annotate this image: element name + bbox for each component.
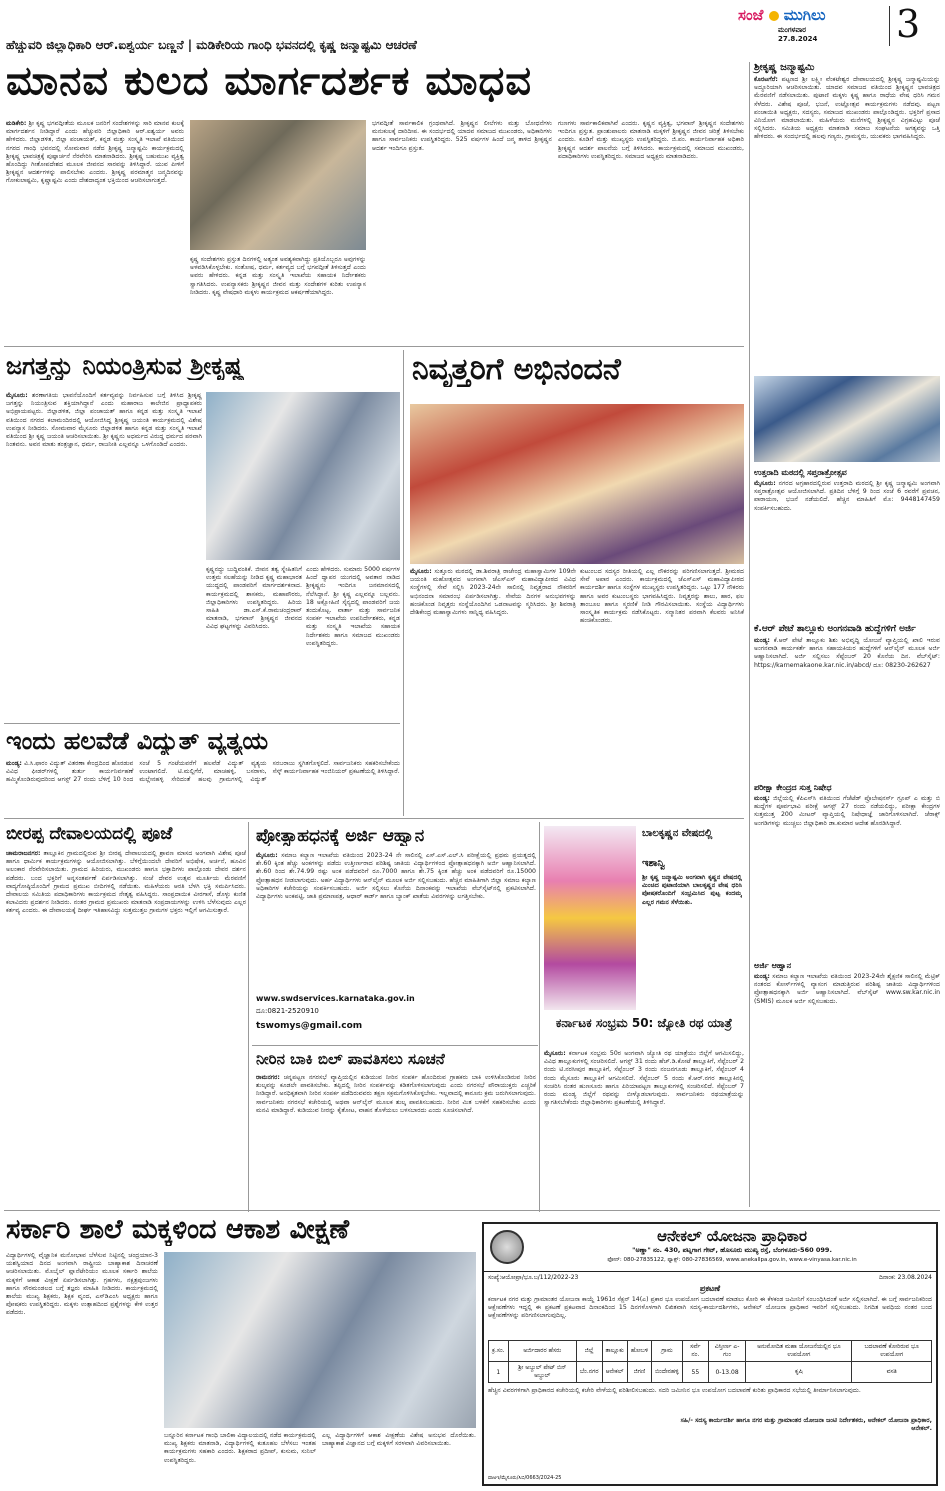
sidebar-s4-title: ಪರೀಕ್ಷಾ ಕೇಂದ್ರದ ಸುತ್ತ ನಿಷೇಧ: [754, 783, 832, 792]
sidebar-s1-body-text: ಪಟ್ಟಣದ ಶ್ರೀ ಲಕ್ಷ್ಮೀ ವೆಂಕಟೇಶ್ವರ ದೇವಾಲಯದಲ್ಲಿ ಶ್ರೀಕೃಷ್ಣ ಜನ್ಮಾಷ್ಟಮಿಯನ್ನು ಅದ್ಧೂರಿಯಾಗಿ ಆಚರಿಸಲಾಯಿತು. ಯಾದವ ಸಮಾಜದ ವತಿಯಿಂದ ಶ್ರೀಕೃಷ್ಣನ ಭಾವಚಿತ್ರದ ಮೆರವಣಿಗೆ ನಡೆಸಲಾಯಿತು. ಪುಟಾಣಿ ಮಕ್ಕಳು ಕೃಷ್ಣ ಹಾಗೂ ರಾಧೆಯ ವೇಷ ಧರಿಸಿ ಗಮನ ಸೆಳೆದರು. ವಿಶೇಷ ಪೂಜೆ, ಭಜನೆ, ಉಟ್ಲೋತ್ಸವ ಕಾರ್ಯಕ್ರಮಗಳು ನಡೆದವು. ಪಟ್ಟಣ ಪಂಚಾಯಿತಿ ಅಧ್ಯಕ್ಷರು, ಸದಸ್ಯರು, ಸಮಾಜದ ಮುಖಂಡರು ಪಾಲ್ಗೊಂಡಿದ್ದರು. ಭಕ್ತರಿಗೆ ಪ್ರಸಾದ ವಿನಿಯೋಗ ಮಾಡಲಾಯಿತು. ಮಹಿಳೆಯರು ಮನೆಗಳಲ್ಲಿ ಶ್ರೀಕೃಷ್ಣನ ವಿಗ್ರಹವಿಟ್ಟು ಪೂಜೆ ಸಲ್ಲಿಸಿದರು. ಸಮಿತಿಯ ಅಧ್ಯಕ್ಷರು ಮಾತನಾಡಿ ಸಮಾಜ ಸಂಘಟನೆಯ ಅಗತ್ಯವನ್ನು ಒತ್ತಿ ಹೇಳಿದರು. ಈ ಸಂದರ್ಭದಲ್ಲಿ ಹಲವು ಗಣ್ಯರು, ಗ್ರಾಮಸ್ಥರು, ಯುವಕರು ಭಾಗವಹಿಸಿದ್ದರು.: [754, 76, 940, 141]
ad-notice: [482, 1222, 938, 1486]
column-rule: [539, 822, 540, 1212]
section-rule: [4, 1210, 940, 1211]
column-rule: [403, 350, 404, 816]
story6-phone: ದೂ:0821-2520910: [256, 1007, 319, 1015]
story9-photo: [164, 1252, 476, 1428]
sun-icon: [769, 11, 779, 21]
td-cell: ವಸತಿ: [852, 1362, 932, 1383]
th-cell: ಜಿಲ್ಲೆ: [576, 1341, 602, 1362]
th-cell: ವಿಸ್ತೀರ್ಣ ಎ-ಗುಂ: [708, 1341, 746, 1362]
story6-dateline: ಮೈಸೂರು:: [256, 852, 278, 859]
sidebar-s2-body-text: ನಗರದ ಅಗ್ರಹಾರದಲ್ಲಿರುವ ಉತ್ತರಾದಿ ಮಠದಲ್ಲಿ ಶ್ರೀ ಕೃಷ್ಣ ಜನ್ಮಾಷ್ಟಮಿ ಅಂಗವಾಗಿ ಸಪ್ತರಾತ್ರೋತ್ಸವ ಆಯೋಜಿಸಲಾಗಿದೆ. ಪ್ರತಿದಿನ ಬೆಳಿಗ್ಗೆ 9 ರಿಂದ ಸಂಜೆ 6 ರವರೆಗೆ ಪ್ರವಚನ, ಪಾರಾಯಣ, ಭಜನೆ ನಡೆಯಲಿದೆ. ಹೆಚ್ಚಿನ ಮಾಹಿತಿಗೆ ಮೊ: 9448147459 ಸಂಪರ್ಕಿಸಬಹುದು.: [754, 480, 940, 512]
ad-notice-body: ಕರ್ನಾಟಕ ನಗರ ಮತ್ತು ಗ್ರಾಮಾಂತರ ಯೋಜನಾ ಕಾಯ್ದೆ 1961ರ ಸೆಕ್ಷನ್ 14(ಎ) ಪ್ರಕಾರ ಭೂ ಉಪಯೋಗ ಬದಲಾವಣೆ ಮಾಡಲು ಕೋರಿ ಈ ಕೆಳಕಂಡ ಜಮೀನಿಗೆ ಸಂಬಂಧಿಸಿದಂತೆ ಅರ್ಜಿ ಸಲ್ಲಿಸಲಾಗಿದೆ. ಈ ಬಗ್ಗೆ ಸಾರ್ವಜನಿಕರಿಂದ ಆಕ್ಷೇಪಣೆಗಳು ಇದ್ದಲ್ಲಿ ಈ ಪ್ರಕಟಣೆ ಪ್ರಕಟವಾದ ದಿನಾಂಕದಿಂದ 15 ದಿನಗಳೊಳಗಾಗಿ ಲಿಖಿತವಾಗಿ ಸದಸ್ಯ-ಕಾರ್ಯದರ್ಶಿಗಳು, ಆನೇಕಲ್ ಯೋಜನಾ ಪ್ರಾಧಿಕಾರ ಇವರಿಗೆ ಸಲ್ಲಿಸಬಹುದು. ನಿಗದಿತ ಅವಧಿಯ ನಂತರ ಬಂದ ಆಕ್ಷೇಪಣೆಗಳನ್ನು ಪರಿಗಣಿಸಲಾಗುವುದಿಲ್ಲ.: [488, 1296, 932, 1320]
story6-headline: ಪ್ರೋತ್ಸಾಹಧನಕ್ಕೆ ಅರ್ಜಿ ಆಹ್ವಾನ: [256, 826, 425, 846]
story3-headline: ನಿವೃತ್ತರಿಗೆ ಅಭಿನಂದನೆ: [412, 352, 621, 387]
section-rule: [4, 723, 400, 724]
td-cell: 1: [489, 1362, 509, 1383]
ad-footer-body: ಹೆಚ್ಚಿನ ವಿವರಗಳಿಗಾಗಿ ಪ್ರಾಧಿಕಾರದ ಕಚೇರಿಯಲ್ಲಿ ಕಚೇರಿ ವೇಳೆಯಲ್ಲಿ ಪರಿಶೀಲಿಸಬಹುದು. ಸದರಿ ಜಮೀನಿನ ಭೂ ಉಪಯೋಗ ಬದಲಾವಣೆ ಕುರಿತು ಪ್ರಾಧಿಕಾರದ ಸಭೆಯಲ್ಲಿ ತೀರ್ಮಾನಿಸಲಾಗುವುದು.: [488, 1387, 861, 1394]
story8-headline: ಕರ್ನಾಟಕ ಸಂಭ್ರಮ 50: ಜ್ಯೋತಿ ರಥ ಯಾತ್ರೆ: [555, 1016, 733, 1030]
story5-body-text: ತಾಲ್ಲೂಕಿನ ಗ್ರಾಮದಲ್ಲಿರುವ ಶ್ರೀ ಬೀರಪ್ಪ ದೇವಾಲಯದಲ್ಲಿ ಶ್ರಾವಣ ಮಾಸದ ಅಂಗವಾಗಿ ವಿಶೇಷ ಪೂಜೆ ಹಾಗೂ ಧಾರ್ಮಿಕ ಕಾರ್ಯಕ್ರಮಗಳನ್ನು ಆಯೋಜಿಸಲಾಗಿತ್ತು. ಬೆಳಿಗ್ಗೆಯಿಂದಲೇ ದೇವರಿಗೆ ಅಭಿಷೇಕ, ಅರ್ಚನೆ, ಹೂವಿನ ಅಲಂಕಾರ ನೆರವೇರಿಸಲಾಯಿತು. ಗ್ರಾಮದ ಹಿರಿಯರು, ಮುಖಂಡರು ಹಾಗೂ ಭಕ್ತಾದಿಗಳು ಪಾಲ್ಗೊಂಡು ದೇವರ ದರ್ಶನ ಪಡೆದರು. ಬಂದ ಭಕ್ತರಿಗೆ ಅನ್ನಸಂತರ್ಪಣೆ ಏರ್ಪಡಿಸಲಾಗಿತ್ತು. ಸಂಜೆ ದೇವರ ಉತ್ಸವ ಮೂರ್ತಿಯ ಮೆರವಣಿಗೆ ವಾದ್ಯಗೋಷ್ಠಿಯೊಂದಿಗೆ ಗ್ರಾಮದ ಪ್ರಮುಖ ಬೀದಿಗಳಲ್ಲಿ ನಡೆಯಿತು. ಮಹಿಳೆಯರು ಆರತಿ ಬೆಳಗಿ ಭಕ್ತಿ ಸಮರ್ಪಿಸಿದರು. ದೇವಾಲಯ ಸಮಿತಿಯ ಪದಾಧಿಕಾರಿಗಳು ಕಾರ್ಯಕ್ರಮದ ನೇತೃತ್ವ ವಹಿಸಿದ್ದರು. ಸಾಂಪ್ರದಾಯಿಕ ವೀರಗಾಸೆ, ಡೊಳ್ಳು ಕುಣಿತ ಕಲಾವಿದರು ಪ್ರದರ್ಶನ ನೀಡಿದರು. ನಂತರ ಗ್ರಾಮದ ಪ್ರಮುಖರು ಮಾತನಾಡಿ ಸಂಪ್ರದಾಯಗಳನ್ನು ಉಳಿಸಿ ಬೆಳೆಸುವುದು ಎಲ್ಲರ ಕರ್ತವ್ಯ ಎಂದರು. ಈ ದೇವಾಲಯಕ್ಕೆ ದೀರ್ಘ ಇತಿಹಾಸವಿದ್ದು ಸುತ್ತಮುತ್ತಲ ಗ್ರಾಮಗಳ ಭಕ್ತರು ಇಲ್ಲಿಗೆ ಆಗಮಿಸುತ್ತಾರೆ.: [6, 850, 246, 915]
ad-header: [484, 1224, 936, 1272]
story2-body-b: ಕೃಷ್ಣನದ್ದು ಬುದ್ಧಿವಂತಿಕೆ. ಜೀವನ ತತ್ವ ಸ್ನೇಹಿತನಿಗೆ ಉತ್ತಮ ಸಲಹೆಯನ್ನು ನೀಡಿದ ಕೃಷ್ಣ ಮಹಾಭಾರತ ಯುದ್ಧದಲ್ಲಿ ಪಾಂಡವರಿಗೆ ಮಾರ್ಗದರ್ಶಕನಾದ. ಕಾರ್ಯಕ್ರಮದಲ್ಲಿ ಶಾಸಕರು, ಮಹಾಪೌರರು, ಜಿಲ್ಲಾಧಿಕಾರಿಗಳು ಉಪಸ್ಥಿತರಿದ್ದರು. ಹಿರಿಯ ಸಾಹಿತಿ ಡಾ.ಎಸ್.ಕೆ.ರಾಮಚಂದ್ರರಾವ್ ಮಾತನಾಡಿ, ಭಗವಾನ್ ಶ್ರೀಕೃಷ್ಣನ ಜೀವನದ ವಿವಿಧ ಘಟ್ಟಗಳನ್ನು ವಿವರಿಸಿದರು.: [206, 566, 302, 631]
sidebar-s2-dateline: ಮೈಸೂರು:: [754, 480, 776, 487]
sidebar-s2-title: ಉತ್ತರಾದಿ ಮಠದಲ್ಲಿ ಸಪ್ತರಾತ್ರೋತ್ಸವ: [754, 468, 847, 477]
story9-headline: ಸರ್ಕಾರಿ ಶಾಲೆ ಮಕ್ಕಳಿಂದ ಆಕಾಶ ವೀಕ್ಷಣೆ: [6, 1214, 350, 1245]
ad-address: "ಅಣ್ಣಾ" ನಂ. 430, ಪಟ್ನಗಾಗ ಗೇಟ್, ಹೊಸೂರು ಮುಖ್ಯ ರಸ್ತೆ, ಬೆಂಗಳೂರು-560 099.: [632, 1246, 832, 1254]
story1-photo: [190, 120, 366, 250]
story6-website[interactable]: www.swdservices.karnataka.gov.in: [256, 994, 415, 1003]
section-rule: [4, 346, 744, 347]
section-rule: [252, 1045, 538, 1046]
column-rule: [248, 822, 249, 1212]
sidebar-s3-dateline: ಮಂಡ್ಯ:: [754, 637, 770, 644]
story5-dateline: ಚಾಮರಾಜನಗರ:: [6, 850, 41, 857]
story1-dateline: ಮಡಿಕೇರಿ:: [6, 120, 27, 127]
th-cell: ಅನುಮೋದಿತ ಮಹಾ ಯೋಜನೆಯಲ್ಲಿನ ಭೂ ಉಪಯೋಗ: [746, 1341, 852, 1362]
story7-body: [256, 1074, 536, 1208]
ad-signature: ಸಹಿ/- ಸದಸ್ಯ ಕಾರ್ಯದರ್ಶಿ ಹಾಗೂ ನಗರ ಮತ್ತು ಗ್ರಾಮಾಂತರ ಯೋಜನಾ ಜಂಟಿ ನಿರ್ದೇಶಕರು, ಆನೇಕಲ್ ಯೋಜನಾ ಪ್ರಾಧಿಕಾರ, ಆನೇಕಲ್.: [680, 1417, 932, 1433]
td-cell: ಜಿಗಣಿ: [627, 1362, 651, 1383]
th-cell: ಸರ್ವೆ ನಂ.: [682, 1341, 708, 1362]
th-cell: ಗ್ರಾಮ: [652, 1341, 683, 1362]
story6-email[interactable]: tswomys@gmail.com: [256, 1021, 363, 1031]
ad-contact: ಫೋನ್: 080-27835122, ಫ್ಯಾಕ್ಸ್: 080-27836569, www.anekallpa.gov.in, www.e-vinyasa.kar.nic.in: [607, 1257, 857, 1263]
story7-dateline: ರಾಮನಗರ:: [256, 1074, 280, 1081]
masthead: [738, 2, 938, 46]
story2-body-a: [6, 392, 202, 720]
page-number: 3: [896, 2, 921, 46]
td-cell: ಕೃಷಿ: [746, 1362, 852, 1383]
masthead-divider: [889, 6, 890, 46]
sidebar-s5-body-text: ಸಮಾಜ ಕಲ್ಯಾಣ ಇಲಾಖೆಯ ವತಿಯಿಂದ 2023-24ನೇ ಶೈಕ್ಷಣಿಕ ಸಾಲಿನಲ್ಲಿ ಮೆಟ್ರಿಕ್ ನಂತರದ ಕೋರ್ಸ್‌ಗಳಲ್ಲಿ ವ್ಯಾಸಂಗ ಮಾಡುತ್ತಿರುವ ಪರಿಶಿಷ್ಟ ಜಾತಿಯ ವಿದ್ಯಾರ್ಥಿಗಳಿಂದ ಪ್ರೋತ್ಸಾಹಧನಕ್ಕಾಗಿ ಅರ್ಜಿ ಆಹ್ವಾನಿಸಲಾಗಿದೆ. ವೆಬ್‌ಸೈಟ್ www.sw.kar.nic.in (SMIS) ಮೂಲಕ ಅರ್ಜಿ ಸಲ್ಲಿಸಬಹುದು.: [754, 973, 940, 1005]
kid-photo: [544, 826, 636, 1010]
story3-dateline: ಮೈಸೂರು:: [410, 568, 432, 575]
story1-body-a-text: ಶ್ರೀ ಕೃಷ್ಣ ಭಗವದ್ಗೀತೆಯ ಮೂಲಕ ಜನರಿಗೆ ಸಂದೇಶಗಳನ್ನು ಸಾರಿ ಮಾನವ ಕುಲಕ್ಕೆ ಮಾರ್ಗದರ್ಶನ ನೀಡಿದ್ದಾರೆ ಎಂದು ಹೆಚ್ಚುವರಿ ಜಿಲ್ಲಾಧಿಕಾರಿ ಆರ್.ಐಶ್ವರ್ಯ ಅವರು ಹೇಳಿದರು. ಜಿಲ್ಲಾಡಳಿತ, ಜಿಲ್ಲಾ ಪಂಚಾಯತ್, ಕನ್ನಡ ಮತ್ತು ಸಂಸ್ಕೃತಿ ಇಲಾಖೆ ವತಿಯಿಂದ ನಗರದ ಗಾಂಧಿ ಭವನದಲ್ಲಿ ಸೋಮವಾರ ನಡೆದ ಶ್ರೀಕೃಷ್ಣ ಜನ್ಮಾಷ್ಟಮಿ ಕಾರ್ಯಕ್ರಮದಲ್ಲಿ ಶ್ರೀಕೃಷ್ಣ ಭಾವಚಿತ್ರಕ್ಕೆ ಪುಷ್ಪಾರ್ಚನೆ ನೆರವೇರಿಸಿ ಮಾತನಾಡಿದರು. ಶ್ರೀಕೃಷ್ಣ ಬಹುಮುಖ ವ್ಯಕ್ತಿತ್ವ ಹೊಂದಿದ್ದು ಗೀತೋಪದೇಶದ ಮೂಲಕ ಜೀವನದ ಸಾರವನ್ನು ತಿಳಿಸಿದ್ದಾರೆ. ಯುವ ಪೀಳಿಗೆ ಶ್ರೀಕೃಷ್ಣನ ಆದರ್ಶಗಳನ್ನು ಪಾಲಿಸಬೇಕು ಎಂದರು. ಶ್ರೀಕೃಷ್ಣ ಪರಮಾತ್ಮನ ಜನ್ಮದಿನವನ್ನು ಗೋಕುಲಾಷ್ಟಮಿ, ಕೃಷ್ಣಾಷ್ಟಮಿ ಎಂದು ದೇಶದಾದ್ಯಂತ ಭಕ್ತಿಯಿಂದ ಆಚರಿಸಲಾಗುತ್ತದೆ.: [6, 120, 184, 185]
emblem-icon: [490, 1230, 524, 1264]
th-cell: ತಾಲ್ಲೂಕು: [602, 1341, 627, 1362]
story7-headline: ನೀರಿನ ಬಾಕಿ ಬಿಲ್ ಪಾವತಿಸಲು ಸೂಚನೆ: [256, 1050, 445, 1068]
story6-body-text: ಸಮಾಜ ಕಲ್ಯಾಣ ಇಲಾಖೆಯ ವತಿಯಿಂದ 2023-24 ನೇ ಸಾಲಿನಲ್ಲಿ ಎಸ್.ಎಸ್.ಎಲ್.ಸಿ ಪರೀಕ್ಷೆಯಲ್ಲಿ ಪ್ರಥಮ ಪ್ರಯತ್ನದಲ್ಲಿ ಶೇ.60 ಕ್ಕಿಂತ ಹೆಚ್ಚು ಅಂಕಗಳನ್ನು ಪಡೆದು ಉತ್ತೀರ್ಣರಾದ ಪರಿಶಿಷ್ಟ ಜಾತಿಯ ವಿದ್ಯಾರ್ಥಿಗಳಿಂದ ಪ್ರೋತ್ಸಾಹಧನಕ್ಕಾಗಿ ಅರ್ಜಿ ಆಹ್ವಾನಿಸಲಾಗಿದೆ. ಶೇ.60 ರಿಂದ ಶೇ.74.99 ರಷ್ಟು ಅಂಕ ಪಡೆದವರಿಗೆ ರೂ.7000 ಹಾಗೂ ಶೇ.75 ಕ್ಕಿಂತ ಹೆಚ್ಚು ಅಂಕ ಪಡೆದವರಿಗೆ ರೂ.15000 ಪ್ರೋತ್ಸಾಹಧನ ನೀಡಲಾಗುವುದು. ಅರ್ಹ ವಿದ್ಯಾರ್ಥಿಗಳು ಆನ್‌ಲೈನ್ ಮೂಲಕ ಅರ್ಜಿ ಸಲ್ಲಿಸಬಹುದು. ಹೆಚ್ಚಿನ ಮಾಹಿತಿಗಾಗಿ ಜಿಲ್ಲಾ ಸಮಾಜ ಕಲ್ಯಾಣ ಅಧಿಕಾರಿಗಳ ಕಚೇರಿಯನ್ನು ಸಂಪರ್ಕಿಸಬಹುದು. ಅರ್ಜಿ ಸಲ್ಲಿಸಲು ಕೊನೆಯ ದಿನಾಂಕವನ್ನು ಇಲಾಖೆಯ ವೆಬ್‌ಸೈಟ್‌ನಲ್ಲಿ ಪ್ರಕಟಿಸಲಾಗಿದೆ. ವಿದ್ಯಾರ್ಥಿಗಳು ಅಂಕಪಟ್ಟಿ, ಜಾತಿ ಪ್ರಮಾಣಪತ್ರ, ಆಧಾರ್ ಕಾರ್ಡ್ ಹಾಗೂ ಬ್ಯಾಂಕ್ ಖಾತೆಯ ವಿವರಗಳನ್ನು ಲಗತ್ತಿಸಬೇಕು.: [256, 852, 536, 901]
story1-headline: ಮಾನವ ಕುಲದ ಮಾರ್ಗದರ್ಶಕ ಮಾಧವ: [6, 58, 533, 104]
story8-body-text: ಕರ್ನಾಟಕ ಸಂಭ್ರಮ 50ರ ಅಂಗವಾಗಿ ಜ್ಯೋತಿ ರಥ ಯಾತ್ರೆಯು ಜಿಲ್ಲೆಗೆ ಆಗಮಿಸಲಿದ್ದು, ವಿವಿಧ ತಾಲ್ಲೂಕುಗಳಲ್ಲಿ ಸಂಚರಿಸಲಿದೆ. ಆಗಸ್ಟ್ 31 ರಂದು ಹೆಚ್.ಡಿ.ಕೋಟೆ ತಾಲ್ಲೂಕಿಗೆ, ಸೆಪ್ಟೆಂಬರ್ 2 ರಂದು ಟಿ.ನರಸೀಪುರ ತಾಲ್ಲೂಕಿಗೆ, ಸೆಪ್ಟೆಂಬರ್ 3 ರಂದು ನಂಜನಗೂಡು ತಾಲ್ಲೂಕಿಗೆ, ಸೆಪ್ಟೆಂಬರ್ 4 ರಂದು ಮೈಸೂರು ತಾಲ್ಲೂಕಿಗೆ ಆಗಮಿಸಲಿದೆ. ಸೆಪ್ಟೆಂಬರ್ 5 ರಂದು ಕೆ.ಆರ್.ನಗರ ತಾಲ್ಲೂಕಿನಲ್ಲಿ ಸಂಚರಿಸಿ ನಂತರ ಹುಣಸೂರು ಹಾಗೂ ಪಿರಿಯಾಪಟ್ಟಣ ತಾಲ್ಲೂಕುಗಳಲ್ಲಿ ಸಂಚರಿಸಲಿದೆ. ಸೆಪ್ಟೆಂಬರ್ 7 ರಂದು ಮಂಡ್ಯ ಜಿಲ್ಲೆಗೆ ರಥವನ್ನು ಬೀಳ್ಕೊಡಲಾಗುವುದು. ಸಾರ್ವಜನಿಕರು ರಥಯಾತ್ರೆಯನ್ನು ಸ್ವಾಗತಿಸಬೇಕೆಂದು ಜಿಲ್ಲಾಧಿಕಾರಿಗಳು ಪ್ರಕಟಣೆಯಲ್ಲಿ ತಿಳಿಸಿದ್ದಾರೆ.: [544, 1050, 744, 1107]
story1-body-c: ಭಗವದ್ಗೀತೆ ಸಾರ್ವಕಾಲಿಕ ಗ್ರಂಥವಾಗಿದೆ. ಶ್ರೀಕೃಷ್ಣನ ಲೀಲೆಗಳು ಮತ್ತು ಬೋಧನೆಗಳು ಮನುಕುಲಕ್ಕೆ ದಾರಿದೀಪ. ಈ ಸಂದರ್ಭದಲ್ಲಿ ಯಾದವ ಸಮಾಜದ ಮುಖಂಡರು, ಅಧಿಕಾರಿಗಳು ಹಾಗೂ ಸಾರ್ವಜನಿಕರು ಉಪಸ್ಥಿತರಿದ್ದರು. 525 ವರ್ಷಗಳ ಹಿಂದೆ ಜನ್ಮ ತಾಳಿದ ಶ್ರೀಕೃಷ್ಣನ ಆದರ್ಶ ಇಂದಿಗೂ ಪ್ರಸ್ತುತ.: [372, 120, 552, 152]
sidebar: [754, 62, 940, 1207]
sidebar-s4-body-text: ಜಿಲ್ಲೆಯಲ್ಲಿ ಕೆಪಿಎಸ್‌ಸಿ ವತಿಯಿಂದ ಗೆಜೆಟೆಡ್ ಪ್ರೊಬೇಷನರ್ಸ್ ಗ್ರೂಪ್ ಎ ಮತ್ತು ಬಿ ಹುದ್ದೆಗಳ ಪೂರ್ವಭಾವಿ ಪರೀಕ್ಷೆ ಆಗಸ್ಟ್ 27 ರಂದು ನಡೆಯಲಿದ್ದು, ಪರೀಕ್ಷಾ ಕೇಂದ್ರಗಳ ಸುತ್ತಮುತ್ತ 200 ಮೀಟರ್ ವ್ಯಾಪ್ತಿಯಲ್ಲಿ ನಿಷೇಧಾಜ್ಞೆ ಜಾರಿಗೊಳಿಸಲಾಗಿದೆ. ಜೆರಾಕ್ಸ್ ಅಂಗಡಿಗಳನ್ನು ಮುಚ್ಚಲು ಜಿಲ್ಲಾಧಿಕಾರಿ ಡಾ.ಕುಮಾರ ಆದೇಶ ಹೊರಡಿಸಿದ್ದಾರೆ.: [754, 795, 940, 827]
story2-headline: ಜಗತ್ತನ್ನು ನಿಯಂತ್ರಿಸುವ ಶ್ರೀಕೃಷ್ಣ: [6, 352, 245, 380]
ad-ref: ಸಂಖ್ಯೆ:ಆಯೋಪ್ರಾ/ಭೂ.ಬ/112/2022-23: [488, 1274, 579, 1281]
story3-body-a-text: ಸುತ್ತೂರು ಮಠದಲ್ಲಿ ಡಾ.ಶಿವರಾತ್ರಿ ರಾಜೇಂದ್ರ ಮಹಾಸ್ವಾಮಿಗಳ 109ನೇ ಜಯಂತಿ ಮಹೋತ್ಸವದ ಅಂಗವಾಗಿ ಜೆಎಸ್‌ಎಸ್ ಮಹಾವಿದ್ಯಾಪೀಠದ ವಿವಿಧ ಸಂಸ್ಥೆಗಳಲ್ಲಿ ಸೇವೆ ಸಲ್ಲಿಸಿ 2023-24ನೇ ಸಾಲಿನಲ್ಲಿ ನಿವೃತ್ತರಾದ ನೌಕರರಿಗೆ ಅಭಿನಂದನಾ ಸಮಾರಂಭ ಏರ್ಪಡಿಸಲಾಗಿತ್ತು. ಸೇವೆಯ ದಿನಗಳ ಅನುಭವಗಳನ್ನು ಹಂಚಿಕೊಂಡ ನಿವೃತ್ತರು ಸಂಸ್ಥೆಯೊಂದಿಗಿನ ಒಡನಾಟವನ್ನು ಸ್ಮರಿಸಿದರು. ಶ್ರೀ ಶಿವರಾತ್ರಿ ದೇಶಿಕೇಂದ್ರ ಮಹಾಸ್ವಾಮಿಗಳು ಸಾನ್ನಿಧ್ಯ ವಹಿಸಿದ್ದರು.: [410, 568, 576, 617]
story8-dateline: ಮೈಸೂರು:: [544, 1050, 566, 1057]
ad-table-header: [489, 1341, 932, 1362]
sidebar-s1-dateline: ಕೊರಟಗೆರೆ:: [754, 76, 778, 83]
story1-body-a: [6, 120, 184, 342]
story4-headline: ಇಂದು ಹಲವೆಡೆ ವಿದ್ಯುತ್ ವ್ಯತ್ಯಯ: [6, 727, 269, 755]
ad-table: [488, 1340, 932, 1383]
story1-body-d: ಗುಣಗಳು ಸಾರ್ವಕಾಲಿಕವಾಗಿವೆ ಎಂದರು. ಕೃಷ್ಣನ ವ್ಯಕ್ತಿತ್ವ, ಭಗವಾನ್ ಶ್ರೀಕೃಷ್ಣನ ಸಂದೇಶಗಳು ಇಂದಿಗೂ ಪ್ರಸ್ತುತ. ಪ್ರಾಂಶುಪಾಲರು ಮಾತನಾಡಿ ಮಕ್ಕಳಿಗೆ ಶ್ರೀಕೃಷ್ಣನ ಜೀವನ ಚರಿತ್ರೆ ತಿಳಿಸಬೇಕು ಎಂದರು. ಕೂಡಿಗೆ ಮತ್ತು ಮುಖ್ಯಸ್ಥರು ಉಪಸ್ಥಿತರಿದ್ದರು. ಜಿ.ಪಂ. ಕಾರ್ಯನಿರ್ವಾಹಕ ಅಧಿಕಾರಿ ಶ್ರೀಕೃಷ್ಣನ ಆದರ್ಶ ಪಾಲನೆಯ ಬಗ್ಗೆ ತಿಳಿಸಿದರು. ಕಾರ್ಯಕ್ರಮದಲ್ಲಿ ಸಮಾಜದ ಮುಖಂಡರು, ಪದಾಧಿಕಾರಿಗಳು ಉಪಸ್ಥಿತರಿದ್ದರು. ಸಮಾಜದ ಅಧ್ಯಕ್ಷರು ಮಾತನಾಡಿದರು.: [558, 120, 744, 160]
td-cell: ಬೆಂ.ನಗರ: [576, 1362, 602, 1383]
sidebar-s1-body: [754, 76, 940, 372]
issue-date: 27.8.2024: [778, 35, 818, 43]
ad-release-no: ವಾಅಇ/ಮೈಸೂರು/ಸಿಬಿ/0663/2024-25: [488, 1475, 562, 1481]
story2-dateline: ಮೈಸೂರು:: [6, 392, 28, 399]
sidebar-s4-body: [754, 795, 940, 957]
story5-body: [6, 850, 246, 1206]
sidebar-s5-dateline: ಮಂಡ್ಯ:: [754, 973, 770, 980]
story9-body-c: ಎಲ್ಲ ವಿದ್ಯಾರ್ಥಿಗಳಿಗೆ ಆಕಾಶ ವೀಕ್ಷಣೆಯ ವಿಶೇಷ ಅನುಭವ ದೊರೆಯಿತು. ಬಾಹ್ಯಾಕಾಶ ವಿಜ್ಞಾನದ ಬಗ್ಗೆ ಮಕ್ಕಳಿಗೆ ಸರಳವಾಗಿ ವಿವರಿಸಲಾಯಿತು.: [322, 1432, 476, 1448]
sidebar-s5-body: [754, 973, 940, 1113]
kid-title: ಬಾಲಕೃಷ್ಣನ ವೇಷದಲ್ಲಿ: [642, 828, 713, 839]
th-cell: ಹೋಬಳಿ: [627, 1341, 651, 1362]
story3-photo: [410, 404, 744, 564]
ad-notice-title: ಪ್ರಕಟಣೆ: [699, 1284, 721, 1293]
th-cell: ಬದಲಾವಣೆ ಕೋರಿರುವ ಭೂ ಉಪಯೋಗ: [852, 1341, 932, 1362]
sidebar-s2-body: [754, 480, 940, 620]
story1-body-b: ಕೃಷ್ಣ ಸಂದೇಶಗಳು ಪ್ರಸ್ತುತ ದಿನಗಳಲ್ಲಿ ಅತ್ಯಂತ ಅವಶ್ಯಕವಾಗಿದ್ದು ಪ್ರತಿಯೊಬ್ಬರೂ ಅವುಗಳನ್ನು ಅಳವಡಿಸಿಕೊಳ್ಳಬೇಕು. ಸಂತೋಷ, ಧರ್ಮ, ಕರ್ತವ್ಯದ ಬಗ್ಗೆ ಭಗವದ್ಗೀತೆ ತಿಳಿಸುತ್ತದೆ ಎಂದು ಅವರು ಹೇಳಿದರು. ಕನ್ನಡ ಮತ್ತು ಸಂಸ್ಕೃತಿ ಇಲಾಖೆಯ ಸಹಾಯಕ ನಿರ್ದೇಶಕರು ಸ್ವಾಗತಿಸಿದರು. ಉಪನ್ಯಾಸಕರು ಶ್ರೀಕೃಷ್ಣನ ಜೀವನ ಮತ್ತು ಸಂದೇಶಗಳ ಕುರಿತು ಉಪನ್ಯಾಸ ನೀಡಿದರು. ಕೃಷ್ಣ ವೇಷಧಾರಿ ಮಕ್ಕಳು ಕಾರ್ಯಕ್ರಮದ ಆಕರ್ಷಣೆಯಾಗಿದ್ದರು.: [190, 256, 366, 296]
table-row: [489, 1362, 932, 1383]
sidebar-photo: [754, 376, 940, 462]
sidebar-s5-title: ಅರ್ಜಿ ಆಹ್ವಾನ: [754, 961, 792, 970]
brand-left: ಸಂಜೆ: [738, 6, 764, 24]
sidebar-s3-title: ಕೆ.ಆರ್ ಪೇಟೆ ತಾಲ್ಲೂಕು ಅಂಗನವಾಡಿ ಹುದ್ದೆಗಳಿಗೆ ಅರ್ಜಿ: [754, 624, 916, 634]
story1-kicker: ಹೆಚ್ಚುವರಿ ಜಿಲ್ಲಾಧಿಕಾರಿ ಆರ್.ಐಶ್ವರ್ಯ ಬಣ್ಣನೆ | ಮಡಿಕೇರಿಯ ಗಾಂಧಿ ಭವನದಲ್ಲಿ ಕೃಷ್ಣ ಜನ್ಮಾಷ್ಟಮಿ ಆಚರಣೆ: [6, 38, 417, 52]
ad-table-wrap: [488, 1340, 932, 1383]
th-cell: ಕ್ರ.ಸಂ.: [489, 1341, 509, 1362]
ad-org: ಆನೇಕಲ್ ಯೋಜನಾ ಪ್ರಾಧಿಕಾರ: [657, 1227, 807, 1245]
story3-body-a: [410, 568, 576, 814]
story8-body: [544, 1050, 744, 1208]
td-cell: 0-13.08: [708, 1362, 746, 1383]
story6-body: [256, 852, 536, 992]
brand-right: ಮುಗಿಲು: [783, 6, 826, 24]
brand-logo: [738, 6, 888, 26]
story2-body-a-text: ಶರಣಾಗತಿಯ ಭಾವನೆಯೊಂದಿಗೆ ಕರ್ತವ್ಯವನ್ನು ನಿರ್ವಹಿಸುವ ಬಗ್ಗೆ ತಿಳಿಸಿದ ಶ್ರೀಕೃಷ್ಣ ಜಗತ್ತನ್ನು ನಿಯಂತ್ರಿಸುವ ಶಕ್ತಿಯಾಗಿದ್ದಾನೆ ಎಂದು ಮಹಾರಾಜ ಕಾಲೇಜಿನ ಪ್ರಾಧ್ಯಾಪಕರು ಅಭಿಪ್ರಾಯಪಟ್ಟರು. ಜಿಲ್ಲಾಡಳಿತ, ಜಿಲ್ಲಾ ಪಂಚಾಯತ್ ಹಾಗೂ ಕನ್ನಡ ಮತ್ತು ಸಂಸ್ಕೃತಿ ಇಲಾಖೆ ವತಿಯಿಂದ ನಗರದ ಕಲಾಮಂದಿರದಲ್ಲಿ ಆಯೋಜಿಸಿದ್ದ ಶ್ರೀಕೃಷ್ಣ ಜಯಂತಿ ಕಾರ್ಯಕ್ರಮದಲ್ಲಿ ವಿಶೇಷ ಉಪನ್ಯಾಸ ನೀಡಿದರು. ಸೋಮವಾರ ಮೈಸೂರು ಜಿಲ್ಲಾಡಳಿತ ಹಾಗೂ ಕನ್ನಡ ಮತ್ತು ಸಂಸ್ಕೃತಿ ಇಲಾಖೆ ವತಿಯಿಂದ ಶ್ರೀ ಕೃಷ್ಣ ಜಯಂತಿ ಆಚರಿಸಲಾಯಿತು. ಶ್ರೀ ಕೃಷ್ಣನು ಅಧರ್ಮದ ವಿರುದ್ಧ ಧರ್ಮದ ಪರವಾಗಿ ನಿಂತವನು. ಅವನ ಮಾತು ತಂತ್ರಜ್ಞಾನ, ಧರ್ಮ, ರಾಜನೀತಿ ಎಲ್ಲವನ್ನೂ ಒಳಗೊಂಡಿದೆ ಎಂದರು.: [6, 392, 202, 449]
td-cell: ಶ್ರೀ ಅಬ್ದುಲ್ ಪೇಟ್ ಬಿನ್ ಅಬ್ದುಲ್: [508, 1362, 576, 1383]
sidebar-s1-title: ಶ್ರೀಕೃಷ್ಣ ಜನ್ಮಾಷ್ಟಮಿ: [754, 62, 815, 73]
story4-body-text: ವಿ.ಸಿ.ಫಾರಂ ವಿದ್ಯುತ್ ವಿತರಣಾ ಕೇಂದ್ರದಿಂದ ಹೊರಡುವ ವಿವಿಧ ಫೀಡರ್‌ಗಳಲ್ಲಿ ತುರ್ತು ಕಾರ್ಯನಿರ್ವಹಣೆ ಹಮ್ಮಿಕೊಂಡಿರುವುದರಿಂದ ಆಗಸ್ಟ್ 27 ರಂದು ಬೆಳಿಗ್ಗೆ 10 ರಿಂದ ಸಂಜೆ 5 ಗಂಟೆಯವರೆಗೆ ಹಲವೆಡೆ ವಿದ್ಯುತ್ ವ್ಯತ್ಯಯ ಉಂಟಾಗಲಿದೆ. ಟಿ.ಮಲ್ಲಿಗೆರೆ, ಮಾಚಹಳ್ಳಿ, ಬಸರಾಳು, ಮಲ್ಲೇನಹಳ್ಳಿ ಸೇರಿದಂತೆ ಹಲವು ಗ್ರಾಮಗಳಲ್ಲಿ ವಿದ್ಯುತ್ ಸರಬರಾಜು ಸ್ಥಗಿತಗೊಳ್ಳಲಿದೆ. ಸಾರ್ವಜನಿಕರು ಸಹಕರಿಸಬೇಕೆಂದು ಸೆಸ್ಕ್ ಕಾರ್ಯನಿರ್ವಾಹಕ ಇಂಜಿನಿಯರ್ ಪ್ರಕಟಣೆಯಲ್ಲಿ ತಿಳಿಸಿದ್ದಾರೆ.: [6, 760, 400, 784]
td-cell: ಆನೇಕಲ್: [602, 1362, 627, 1383]
column-rule: [749, 62, 750, 1207]
th-cell: ಅರ್ಜಿದಾರರ ಹೆಸರು: [508, 1341, 576, 1362]
td-cell: 55: [682, 1362, 708, 1383]
sidebar-s4-dateline: ಮಂಡ್ಯ:: [754, 795, 770, 802]
ad-refline: [484, 1272, 936, 1284]
ad-date: ದಿನಾಂಕ: 23.08.2024: [879, 1274, 932, 1281]
story3-body-b: ಕುಟುಂಬದ ಸದಸ್ಯರ ರೀತಿಯಲ್ಲಿ ಎಲ್ಲ ನೌಕರರನ್ನು ಪರಿಗಣಿಸಲಾಗುತ್ತದೆ. ಶ್ರೀಮಠದ ಸೇವೆ ಅಪಾರ ಎಂದರು. ಕಾರ್ಯಕ್ರಮದಲ್ಲಿ ಜೆಎಸ್‌ಎಸ್ ಮಹಾವಿದ್ಯಾಪೀಠದ ಕಾರ್ಯದರ್ಶಿ ಹಾಗೂ ಸಂಸ್ಥೆಗಳ ಮುಖ್ಯಸ್ಥರು ಉಪಸ್ಥಿತರಿದ್ದರು. ಒಟ್ಟು 177 ನೌಕರರು ಹಾಗೂ ಅವರ ಕುಟುಂಬಸ್ಥರು ಭಾಗವಹಿಸಿದ್ದರು. ನಿವೃತ್ತರನ್ನು ಶಾಲು, ಹಾರ, ಫಲ ತಾಂಬೂಲ ಹಾಗೂ ಸ್ಮರಣಿಕೆ ನೀಡಿ ಗೌರವಿಸಲಾಯಿತು. ಸಂಸ್ಥೆಯ ವಿದ್ಯಾರ್ಥಿಗಳು ಸಾಂಸ್ಕೃತಿಕ ಕಾರ್ಯಕ್ರಮ ನಡೆಸಿಕೊಟ್ಟರು. ಸನ್ಮಾನಿತರ ಪರವಾಗಿ ಕೆಲವರು ಅನಿಸಿಕೆ ಹಂಚಿಕೊಂಡರು.: [580, 568, 744, 625]
story2-body-c: ಎಂದು ಹೇಳಿದರು. ಸುಮಾರು 5000 ವರ್ಷಗಳ ಹಿಂದೆ ದ್ವಾಪರ ಯುಗದಲ್ಲಿ ಅವತಾರ ನಾಡಿದ ಶ್ರೀಕೃಷ್ಣನು ಇಂದಿಗೂ ಜನಮಾನಸದಲ್ಲಿ ನೆಲೆಸಿದ್ದಾನೆ. ಶ್ರೀ ಕೃಷ್ಣ ಎಲ್ಲವನ್ನೂ ಬಲ್ಲವನು. 18 ಅಕ್ಷೋಹಿಣಿ ಸೈನ್ಯದಲ್ಲಿ ಪಾಂಡವರಿಗೆ ಜಯ ತಂದುಕೊಟ್ಟ. ವಾರ್ತಾ ಮತ್ತು ಸಾರ್ವಜನಿಕ ಸಂಪರ್ಕ ಇಲಾಖೆಯ ಉಪನಿರ್ದೇಶಕರು, ಕನ್ನಡ ಮತ್ತು ಸಂಸ್ಕೃತಿ ಇಲಾಖೆಯ ಸಹಾಯಕ ನಿರ್ದೇಶಕರು ಹಾಗೂ ಸಮಾಜದ ಮುಖಂಡರು ಉಪಸ್ಥಿತರಿದ್ದರು.: [306, 566, 400, 647]
story5-headline: ಬೀರಪ್ಪ ದೇವಾಲಯದಲ್ಲಿ ಪೂಜೆ: [6, 824, 173, 844]
story4-dateline: ಮಂಡ್ಯ:: [6, 760, 22, 767]
story4-body: [6, 760, 400, 814]
section-rule: [4, 818, 744, 819]
kid-name: ಇಶಾನ್ವಿ: [642, 858, 665, 869]
sidebar-s3-body-text: ಕೆ.ಆರ್ ಪೇಟೆ ತಾಲ್ಲೂಕು ಶಿಶು ಅಭಿವೃದ್ಧಿ ಯೋಜನೆ ವ್ಯಾಪ್ತಿಯಲ್ಲಿ ಖಾಲಿ ಇರುವ ಅಂಗನವಾಡಿ ಕಾರ್ಯಕರ್ತೆ ಹಾಗೂ ಸಹಾಯಕಿಯರ ಹುದ್ದೆಗಳಿಗೆ ಆನ್‌ಲೈನ್ ಮೂಲಕ ಅರ್ಜಿ ಆಹ್ವಾನಿಸಲಾಗಿದೆ. ಅರ್ಜಿ ಸಲ್ಲಿಸಲು ಸೆಪ್ಟೆಂಬರ್ 20 ಕೊನೆಯ ದಿನ. ವೆಬ್‌ಸೈಟ್: https://karnemakaone.kar.nic.in/abcd/ ದೂ: 08230-262627: [754, 637, 940, 669]
story7-body-text: ಚನ್ನಪಟ್ಟಣ ನಗರಸಭೆ ವ್ಯಾಪ್ತಿಯಲ್ಲಿನ ಕುಡಿಯುವ ನೀರಿನ ಸಂಪರ್ಕ ಹೊಂದಿರುವ ಗ್ರಾಹಕರು ಬಾಕಿ ಉಳಿಸಿಕೊಂಡಿರುವ ನೀರಿನ ಶುಲ್ಕವನ್ನು ಕೂಡಲೇ ಪಾವತಿಸಬೇಕು. ತಪ್ಪಿದಲ್ಲಿ ನೀರಿನ ಸಂಪರ್ಕವನ್ನು ಕಡಿತಗೊಳಿಸಲಾಗುವುದು ಎಂದು ನಗರಸಭೆ ಪೌರಾಯುಕ್ತರು ಎಚ್ಚರಿಕೆ ನೀಡಿದ್ದಾರೆ. ಅನಧಿಕೃತವಾಗಿ ನೀರಿನ ಸಂಪರ್ಕ ಪಡೆದಿರುವವರು ತಕ್ಷಣ ಸಕ್ರಮಗೊಳಿಸಿಕೊಳ್ಳಬೇಕು. ಇಲ್ಲವಾದಲ್ಲಿ ಕಾನೂನು ಕ್ರಮ ಜರುಗಿಸಲಾಗುವುದು. ಸಾರ್ವಜನಿಕರು ನಗರಸಭೆ ಕಚೇರಿಯಲ್ಲಿ ಅಥವಾ ಆನ್‌ಲೈನ್ ಮೂಲಕ ಶುಲ್ಕ ಪಾವತಿಸಬಹುದು. ನೀರಿನ ಮಿತ ಬಳಕೆಗೆ ಸಹಕರಿಸಬೇಕು ಎಂದು ಮನವಿ ಮಾಡಿದ್ದಾರೆ. ಕುಡಿಯುವ ನೀರನ್ನು ಕೈತೋಟ, ವಾಹನ ತೊಳೆಯಲು ಬಳಸಬಾರದು ಎಂದು ಸೂಚಿಸಲಾಗಿದೆ.: [256, 1074, 536, 1114]
issue-day: ಮಂಗಳವಾರ: [778, 26, 807, 34]
td-cell: ಬಿಂದೇನಹಳ್ಳಿ: [652, 1362, 683, 1383]
story9-body-b: ಬನ್ನೂರಿನ ಕರ್ನಾಟಕ ಗಾಂಧಿ ಬಾಲಿಕಾ ವಿದ್ಯಾಲಯದಲ್ಲಿ ನಡೆದ ಕಾರ್ಯಕ್ರಮದಲ್ಲಿ ಮುಖ್ಯ ಶಿಕ್ಷಕರು ಮಾತನಾಡಿ, ವಿದ್ಯಾರ್ಥಿಗಳಲ್ಲಿ ಕುತೂಹಲ ಬೆಳೆಸಲು ಇಂತಹ ಕಾರ್ಯಕ್ರಮಗಳು ಸಹಕಾರಿ ಎಂದರು. ಶಿಕ್ಷಕರಾದ ಪ್ರದೀಪ್, ಕುಸುಮ, ಸುನಿಲ್ ಉಪಸ್ಥಿತರಿದ್ದರು.: [164, 1432, 316, 1464]
story2-photo: [206, 392, 400, 560]
story9-body-a: ವಿದ್ಯಾರ್ಥಿಗಳಲ್ಲಿ ವೈಜ್ಞಾನಿಕ ಮನೋಭಾವ ಬೆಳೆಸುವ ನಿಟ್ಟಿನಲ್ಲಿ ಚಂದ್ರಯಾನ-3 ಯಶಸ್ವಿಯಾದ ದಿನದ ಅಂಗವಾಗಿ ರಾಷ್ಟ್ರೀಯ ಬಾಹ್ಯಾಕಾಶ ದಿನಾಚರಣೆ ಆಚರಿಸಲಾಯಿತು. ಮೊಬೈಲ್ ಪ್ಲಾನೆಟೇರಿಯಂ ಮೂಲಕ ಸರ್ಕಾರಿ ಶಾಲೆಯ ಮಕ್ಕಳಿಗೆ ಆಕಾಶ ವೀಕ್ಷಣೆ ಏರ್ಪಡಿಸಲಾಗಿತ್ತು. ಗ್ರಹಗಳು, ನಕ್ಷತ್ರಪುಂಜಗಳು ಹಾಗೂ ಸೌರಮಂಡಲದ ಬಗ್ಗೆ ತಜ್ಞರು ಮಾಹಿತಿ ನೀಡಿದರು. ಕಾರ್ಯಕ್ರಮದಲ್ಲಿ ಶಾಲೆಯ ಮುಖ್ಯ ಶಿಕ್ಷಕರು, ಶಿಕ್ಷಕ ವೃಂದ, ಎಸ್‌ಡಿಎಂಸಿ ಅಧ್ಯಕ್ಷರು ಹಾಗೂ ಪೋಷಕರು ಉಪಸ್ಥಿತರಿದ್ದರು. ಮಕ್ಕಳು ಉತ್ಸಾಹದಿಂದ ಪ್ರಶ್ನೆಗಳನ್ನು ಕೇಳಿ ಉತ್ತರ ಪಡೆದರು.: [6, 1252, 158, 1317]
sidebar-s3-body: [754, 637, 940, 779]
kid-caption: ಶ್ರೀ ಕೃಷ್ಣ ಜನ್ಮಾಷ್ಟಮಿ ಅಂಗವಾಗಿ ಕೃಷ್ಣನ ವೇಷದಲ್ಲಿ ಮಿಂಚಿದ ಪುಟಾಣಿಯಾಗಿ ಬಾಲಕೃಷ್ಣನ ವೇಷ ಧರಿಸಿ ಪೋಷಕರೊಂದಿಗೆ ಸಂಭ್ರಮಿಸಿದ ಪುಟ್ಟ ಕಂದಮ್ಮ ಎಲ್ಲರ ಗಮನ ಸೆಳೆಯಿತು.: [642, 874, 742, 906]
